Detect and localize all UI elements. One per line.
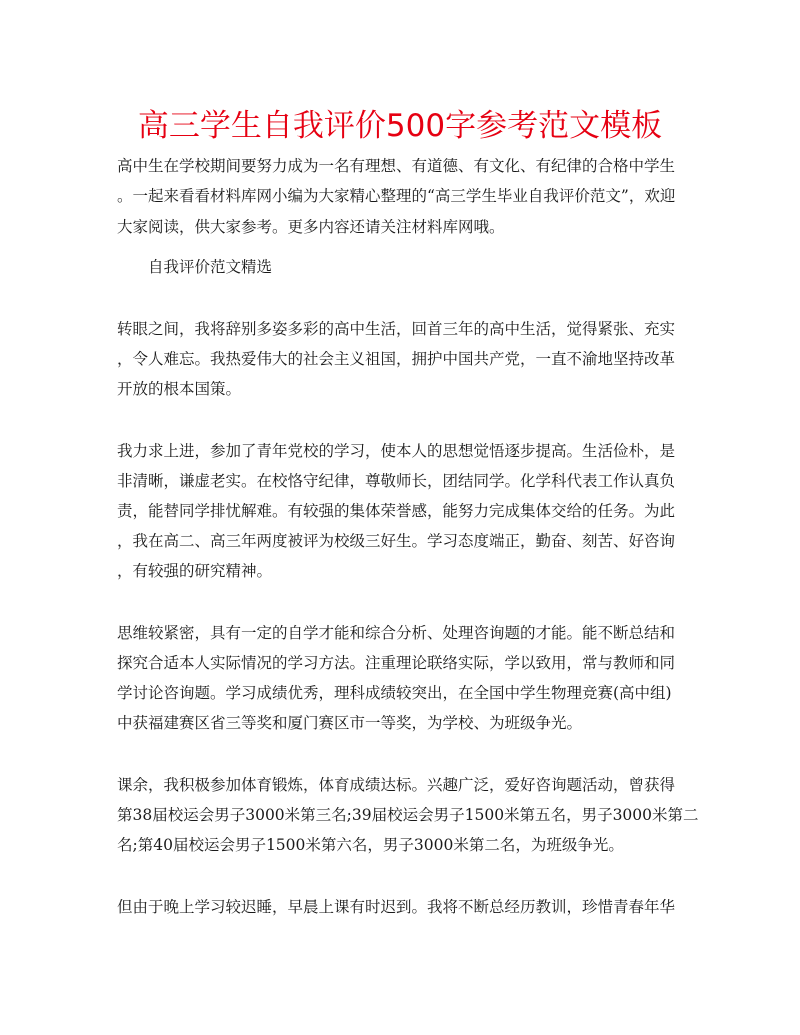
paragraph-line: 探究合适本人实际情况的学习方法。注重理论联络实际，学以致用，常与教师和同 <box>117 654 676 672</box>
paragraph-line: 开放的根本国策。 <box>117 380 242 398</box>
paragraph-line: 课余，我积极参加体育锻炼，体育成绩达标。兴趣广泛，爱好咨询题活动，曾获得 <box>117 776 676 794</box>
paragraph-line: 名;第40届校运会男子1500米第六名，男子3000米第二名，为班级争光。 <box>117 836 624 854</box>
intro-line: 高中生在学校期间要努力成为一名有理想、有道德、有文化、有纪律的合格中学生 <box>117 157 676 175</box>
paragraph-line: 责，能替同学排忧解难。有较强的集体荣誉感，能努力完成集体交给的任务。为此 <box>117 502 676 520</box>
paragraph-line: ，我在高二、高三年两度被评为校级三好生。学习态度端正，勤奋、刻苦、好咨询 <box>117 532 676 550</box>
paragraph-line: 第38届校运会男子3000米第三名;39届校运会男子1500米第五名，男子3000米第二 <box>117 806 699 824</box>
paragraph-line: ，有较强的研究精神。 <box>117 562 273 580</box>
paragraph-line: 学讨论咨询题。学习成绩优秀，理科成绩较突出，在全国中学生物理竞赛(高中组) <box>117 684 672 702</box>
paragraph-line: 中获福建赛区省三等奖和厦门赛区市一等奖，为学校、为班级争光。 <box>117 714 583 732</box>
paragraph-line: 思维较紧密，具有一定的自学才能和综合分析、处理咨询题的才能。能不断总结和 <box>117 624 676 642</box>
section-heading: 自我评价范文精选 <box>148 258 273 276</box>
document-title: 高三学生自我评价500字参考范文模板 <box>137 108 663 144</box>
paragraph-line: 转眼之间，我将辞别多姿多彩的高中生活，回首三年的高中生活，觉得紧张、充实 <box>117 320 676 338</box>
paragraph-line: 但由于晚上学习较迟睡，早晨上课有时迟到。我将不断总经历教训，珍惜青春年华 <box>117 898 676 916</box>
intro-line: 。一起来看看材料库网小编为大家精心整理的“高三学生毕业自我评价范文”，欢迎 <box>117 187 676 205</box>
intro-line: 大家阅读，供大家参考。更多内容还请关注材料库网哦。 <box>117 218 505 236</box>
paragraph-line: 非清晰，谦虚老实。在校恪守纪律，尊敬师长，团结同学。化学科代表工作认真负 <box>117 472 676 490</box>
paragraph-line: ，令人难忘。我热爱伟大的社会主义祖国，拥护中国共产党，一直不渝地坚持改革 <box>117 350 676 368</box>
paragraph-line: 我力求上进，参加了青年党校的学习，使本人的思想觉悟逐步提高。生活俭朴，是 <box>117 442 676 460</box>
